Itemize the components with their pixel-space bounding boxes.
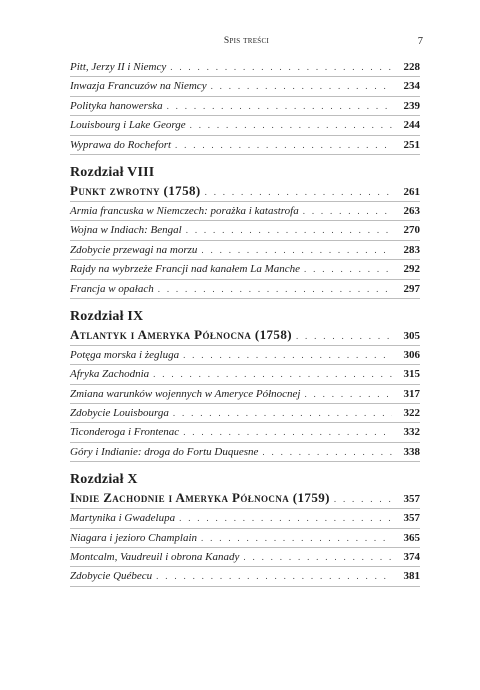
toc-entry-title: Polityka hanowerska [70,99,163,112]
toc-entry-page: 365 [403,531,420,544]
chapter-page: 261 [403,185,420,198]
toc-entry[interactable] [70,221,420,239]
toc-entry-page: 322 [403,407,420,420]
toc-entry-page: 306 [403,348,420,361]
chapter-title: Indie Zachodnie i Ameryka Północna (1759) [70,490,330,506]
toc-entry-page: 239 [403,99,420,112]
dot-leader [211,77,392,95]
toc-entry-title: Martynika i Gwadelupa [70,512,176,525]
toc-entry-title: Góry i Indianie: droga do Fortu Duquesne [70,445,259,458]
page-number: 7 [417,36,423,47]
toc-entry-page: 381 [403,570,420,583]
dot-leader [296,326,392,346]
dot-leader [190,116,392,134]
chapter-title-entry[interactable] [70,488,420,508]
toc-entry-page: 357 [403,512,420,525]
toc-entry[interactable] [70,529,420,547]
toc-entry[interactable] [70,58,420,76]
toc-entry-title: Louisbourg i Lake George [70,119,186,132]
toc-entry-page: 374 [403,551,420,564]
toc-entry-page: 332 [403,426,420,439]
toc-entry-title: Potęga morska i żegluga [70,348,180,361]
toc-entry[interactable] [70,202,420,220]
toc-entry-title: Wyprawa do Rochefort [70,138,172,151]
dot-leader [304,260,392,278]
divider [70,154,420,155]
toc-entry-title: Zmiana warunków wojennych w Ameryce Północnej [70,387,301,400]
toc-entry-page: 244 [403,119,420,132]
dot-leader [304,385,392,403]
chapter-section [70,165,420,299]
chapter-title: Atlantyk i Ameryka Północna (1758) [70,326,292,342]
dot-leader [153,365,392,383]
dot-leader [334,489,392,509]
dot-leader [303,202,392,220]
dot-leader [183,346,392,364]
toc-entry-title: Niagara i jezioro Champlain [70,531,198,544]
toc-entry-title: Francja w opałach [70,282,154,295]
toc-entry[interactable] [70,385,420,403]
dot-leader [158,280,392,298]
chapter-page: 305 [403,329,420,342]
toc-entry-title: Ticonderoga i Frontenac [70,426,180,439]
toc-entry-title: Rajdy na wybrzeże Francji nad kanałem La Manche [70,263,301,276]
toc-entry-title: Pitt, Jerzy II i Niemcy [70,61,167,73]
toc-entry-title: Zdobycie Louisbourga [70,407,169,420]
toc-entry-title: Inwazja Francuzów na Niemcy [70,80,207,93]
toc-entry-title: Afryka Zachodnia [70,368,150,381]
toc-entry-page: 283 [403,243,420,256]
toc-entry-page: 315 [403,368,420,381]
toc-entry-page: 251 [403,138,420,151]
toc-entry-page: 292 [403,263,420,276]
chapter-section [70,472,420,587]
dot-leader [173,404,392,422]
toc-entry[interactable] [70,404,420,422]
toc-entry-page: 338 [403,445,420,458]
divider [70,298,420,299]
dot-leader [170,58,392,76]
toc-entry[interactable] [70,567,420,585]
toc-entry-title: Armia francuska w Niemczech: porażka i katastrofa [70,204,299,217]
toc-entry-page: 317 [403,387,420,400]
toc-entry[interactable] [70,443,420,461]
toc-entry[interactable] [70,77,420,95]
chapter-section [70,309,420,462]
dot-leader [186,221,392,239]
dot-leader [175,136,392,154]
toc-entry[interactable] [70,280,420,298]
chapter-title-entry[interactable] [70,181,420,201]
chapter-label: Rozdział IX [70,308,144,324]
chapter-title: Punkt zwrotny (1758) [70,182,201,198]
divider [70,586,420,587]
toc-entry[interactable] [70,346,420,364]
toc-entry-title: Montcalm, Vaudreuil i obrona Kanady [70,551,240,564]
dot-leader [201,529,392,547]
dot-leader [262,443,392,461]
toc-entry-page: 228 [403,61,420,73]
toc-entry[interactable] [70,365,420,383]
toc-entry[interactable] [70,423,420,441]
toc-entry-title: Zdobycie przewagi na morzu [70,243,198,256]
chapter-page: 357 [403,493,420,506]
running-title: Spis treści [223,36,270,46]
dot-leader [205,182,392,202]
dot-leader [179,509,392,527]
toc-entry[interactable] [70,548,420,566]
divider [70,461,420,462]
dot-leader [183,423,392,441]
toc-entry-page: 270 [403,224,420,237]
page-header [70,36,423,50]
toc-entry[interactable] [70,116,420,134]
toc-entry[interactable] [70,136,420,154]
toc-entry[interactable] [70,97,420,115]
chapter-label: Rozdział X [70,472,138,488]
table-of-contents [70,58,420,587]
toc-entry[interactable] [70,241,420,259]
toc-entry-page: 234 [403,80,420,93]
toc-entry[interactable] [70,509,420,527]
chapter-label: Rozdział VIII [70,164,155,180]
toc-entry-page: 263 [403,204,420,217]
dot-leader [201,241,392,259]
toc-entry[interactable] [70,260,420,278]
toc-entry-title: Wojna w Indiach: Bengal [70,224,182,237]
toc-entry-page: 297 [403,282,420,295]
chapter-title-entry[interactable] [70,325,420,345]
dot-leader [156,567,392,585]
dot-leader [167,97,392,115]
toc-entry-title: Zdobycie Québecu [70,570,153,583]
dot-leader [243,548,392,566]
